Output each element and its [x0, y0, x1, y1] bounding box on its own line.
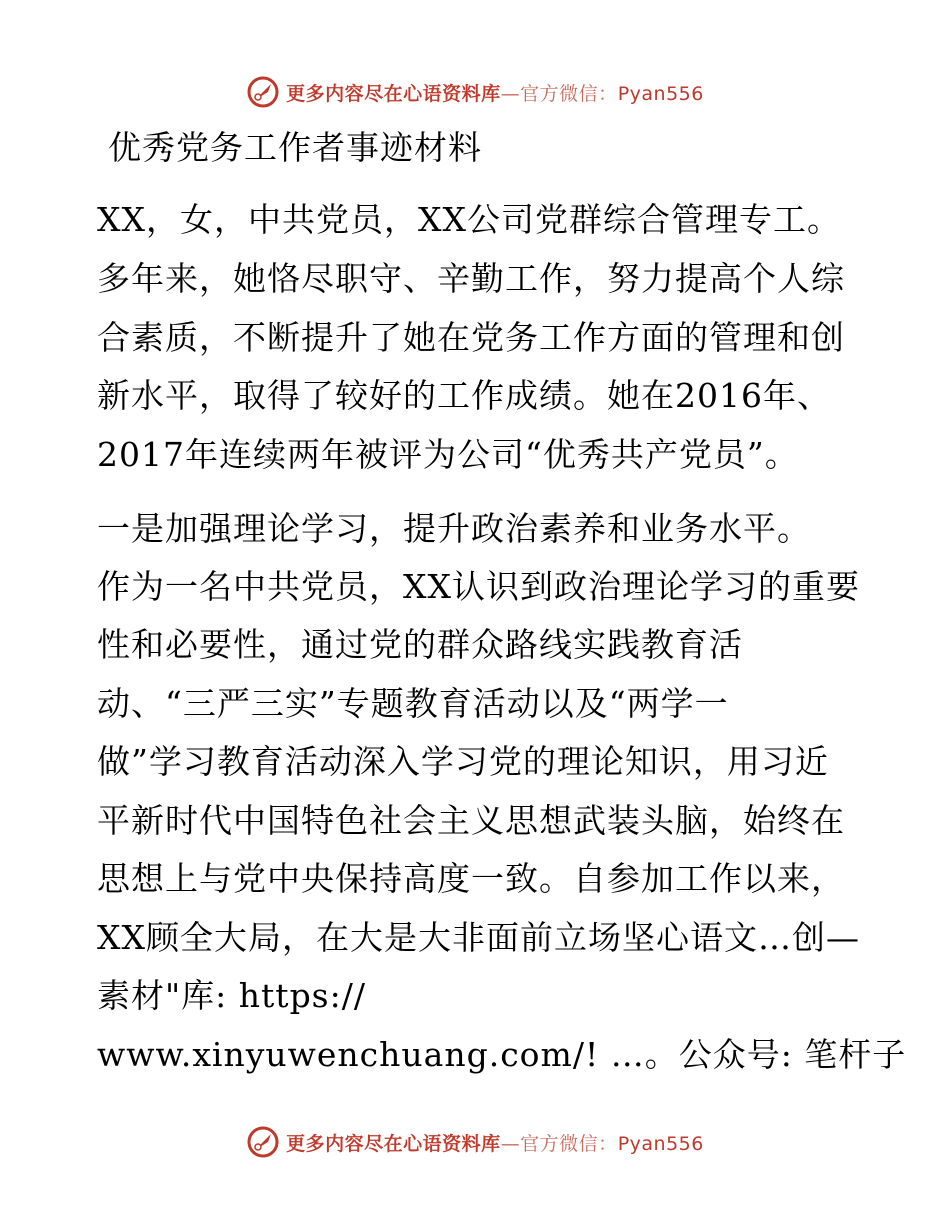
- header-watermark-banner: [0, 72, 950, 112]
- body-line: 多年来，她恪尽职守、辛勤工作，努力提高个人综: [97, 259, 845, 298]
- banner-main-text: 更多内容尽在心语资料库: [286, 1132, 501, 1155]
- quill-logo-icon: [246, 1125, 280, 1159]
- banner-wechat-id: Pyan556: [617, 1132, 704, 1155]
- quill-logo-icon: [246, 75, 280, 109]
- banner-official-label: 官方微信：: [520, 1132, 618, 1155]
- banner-main-text: 更多内容尽在心语资料库: [286, 82, 501, 105]
- banner-wechat-id: Pyan556: [617, 82, 704, 105]
- body-line: 2017年连续两年被评为公司“优秀共产党员”。: [97, 435, 799, 474]
- body-line: 平新时代中国特色社会主义思想武装头脑，始终在: [97, 801, 845, 840]
- body-line: XX，女，中共党员，XX公司党群综合管理专工。: [97, 200, 841, 239]
- body-line: XX顾全大局，在大是大非面前立场坚心语文…创—: [97, 918, 860, 957]
- body-line: 合素质，不断提升了她在党务工作方面的管理和创: [97, 318, 845, 357]
- banner-dash: —: [500, 82, 521, 105]
- banner-text: [286, 1129, 704, 1156]
- body-line: 思想上与党中央保持高度一致。自参加工作以来，: [97, 859, 845, 898]
- footer-watermark-banner: [0, 1122, 950, 1162]
- banner-official-label: 官方微信：: [520, 82, 618, 105]
- body-line: 一是加强理论学习，提升政治素养和业务水平。: [97, 509, 811, 548]
- body-line: 素材"库: https://: [97, 976, 366, 1015]
- banner-dash: —: [500, 1132, 521, 1155]
- body-line: 动、“三严三实”专题教育活动以及“两学一: [97, 684, 729, 723]
- body-line: 做”学习教育活动深入学习党的理论知识，用习近: [97, 742, 829, 781]
- body-line: 性和必要性，通过党的群众路线实践教育活: [97, 625, 743, 664]
- document-title: 优秀党务工作者事迹材料: [108, 128, 482, 167]
- body-line: 作为一名中共党员，XX认识到政治理论学习的重要: [97, 567, 860, 606]
- body-line: www.xinyuwenchuang.com/! …。公众号: 笔杆子: [97, 1035, 907, 1074]
- banner-text: [286, 79, 704, 106]
- body-line: 新水平，取得了较好的工作成绩。她在2016年、: [97, 376, 831, 415]
